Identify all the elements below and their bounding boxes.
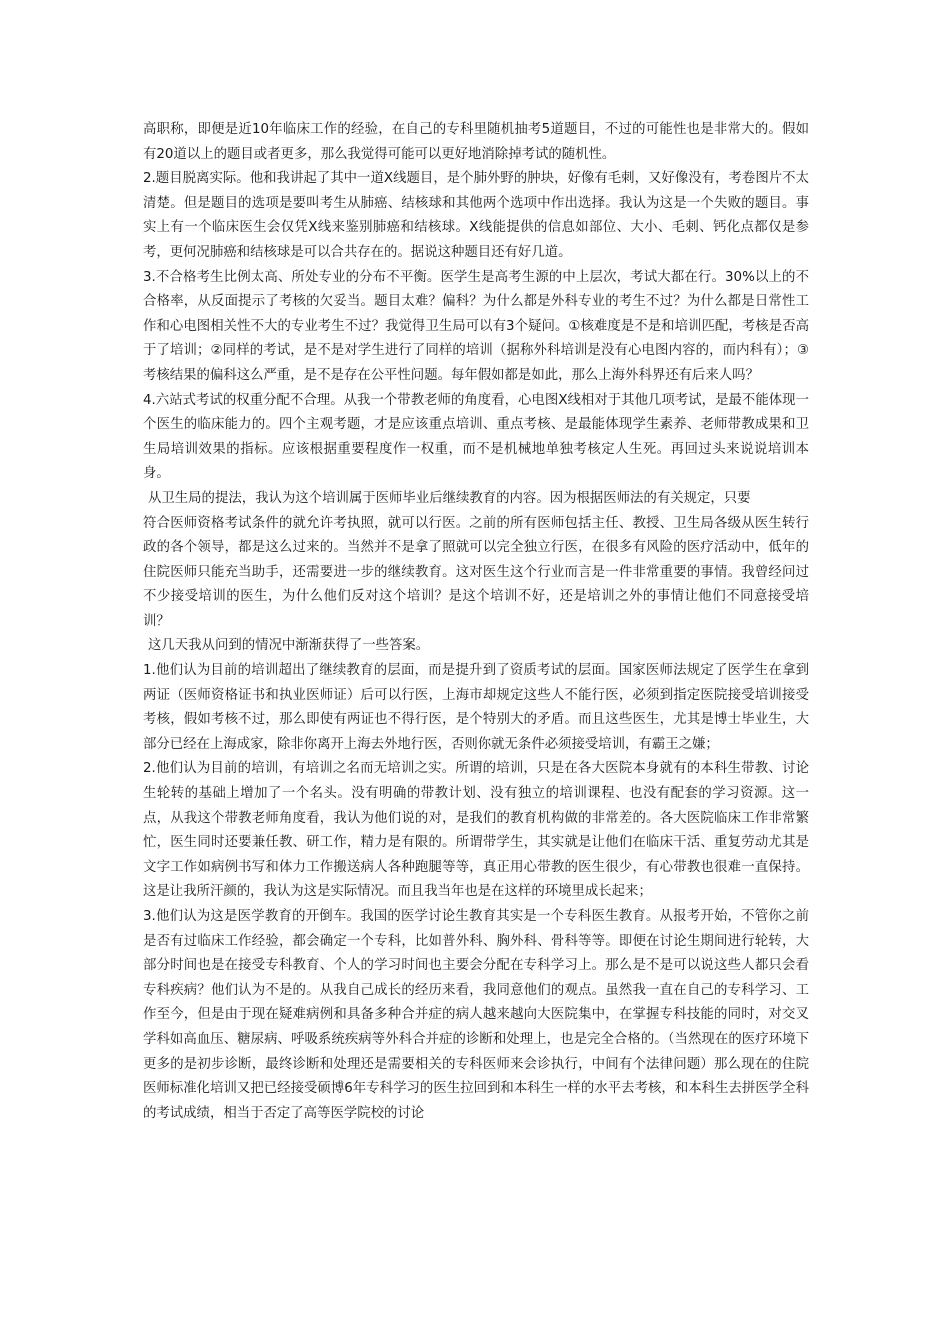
document-page (143, 118, 809, 1126)
paragraph-answers-intro: 这几天我从问到的情况中渐渐获得了一些答案。 (148, 638, 430, 654)
paragraph-reason-2: 2.他们认为目前的培训，有培训之名而无培训之实。所谓的培训，只是在各大医院本身就有的本科生带教、讨论生轮转的基础上增加了一个名头。没有明确的带教计划、没有独立的培训课程、也没有配套的学习资源。这一点，从我这个带教老师角度看，我认为他们说的对，是我们的教育机构做的非常差的。各大医院临床工作非常繁忙，医生同时还要兼任教、研工作，精力是有限的。所谓带学生，其实就是让他们在临床干活、重复劳动尤其是文字工作如病例书写和体力工作搬送病人各种跑腿等等，真正用心带教的医生很少，有心带教也很难一直保持。这是让我所汗颜的，我认为这是实际情况。而且我当年也是在这样的环境里成长起来； (143, 761, 809, 900)
paragraph-point-3-fail-rate: 3.不合格考生比例太高、所处专业的分布不平衡。医学生是高考生源的中上层次，考试大都在行。30%以上的不合格率，从反面提示了考核的欠妥当。题目太难？偏科？为什么都是外科专业的考生不过？为什么都是日常性工作和心电图相关性不大的专业考生不过？我觉得卫生局可以有3个疑问。①核难度是不是和培训匹配，考核是否高于了培训；②同样的考试，是不是对学生进行了同样的培训（据称外科培训是没有心电图内容的，而内科有）；③考核结果的偏科这么严重，是不是存在公平性问题。每年假如都是如此，那么上海外科界还有后来人吗？ (143, 269, 809, 383)
paragraph-point-4-weighting: 4.六站式考试的权重分配不合理。从我一个带教老师的角度看，心电图X线相对于其他几项考试，是最不能体现一个医生的临床能力的。四个主观考题，才是应该重点培训、重点考核、是最能体现学生素养、老师带教成果和卫生局培训效果的指标。应该根据重要程度作一权重，而不是机械地单独考核定人生死。再回过头来说说培训本身。 (143, 392, 809, 482)
paragraph-point-2-exam-relevance: 2.题目脱离实际。他和我讲起了其中一道X线题目，是个肺外野的肿块，好像有毛刺，又好像没有，考卷图片不太清楚。但是题目的选项是要叫考生从肺癌、结核球和其他两个选项中作出选择。我认为这是一个失败的题目。事实上有一个临床医生会仅凭X线来鉴别肺癌和结核球。X线能提供的信息如部位、大小、毛刺、钙化点都仅是参考，更何况肺癌和结核球是可以合共存在的。据说这种题目还有好几道。 (143, 171, 809, 260)
paragraph-health-bureau-intro: 从卫生局的提法，我认为这个培训属于医师毕业后继续教育的内容。因为根据医师法的有关规定，只要 (148, 490, 751, 506)
paragraph-continuation: 高职称，即便是近10年临床工作的经验，在自己的专科里随机抽考5道题目，不过的可能性也是非常大的。假如有20道以上的题目或者更多，那么我觉得可能可以更好地消除掉考试的随机性。 (143, 122, 809, 162)
paragraph-reason-3: 3.他们认为这是医学教育的开倒车。我国的医学讨论生教育其实是一个专科医生教育。从报考开始，不管你之前是否有过临床工作经验，都会确定一个专科，比如普外科、胸外科、骨科等等。即便在讨论生期间进行轮转，大部分时间也是在接受专科教育、个人的学习时间也主要会分配在专科学习上。那么是不是可以说这些人都只会看专科疾病？他们认为不是的。从我自己成长的经历来看，我同意他们的观点。虽然我一直在自己的专科学习、工作至今，但是由于现在疑难病例和具备多种合并症的病人越来越向大医院集中，在掌握专科技能的同时，对交叉学科如高血压、糖尿病、呼吸系统疾病等外科合并症的诊断和处理上，也是完全合格的。（当然现在的医疗环境下更多的是初步诊断，最终诊断和处理还是需要相关的专科医师来会诊执行，中间有个法律问题）那么现在的住院医师标准化培训又把已经接受硕博6年专科学习的医生拉回到和本科生一样的水平去考核，和本科生去拼医学全科的考试成绩，相当于否定了高等医学院校的讨论 (143, 909, 809, 1121)
paragraph-license-practice: 符合医师资格考试条件的就允许考执照，就可以行医。之前的所有医师包括主任、教授、卫生局各级从医生转行政的各个领导，都是这么过来的。当然并不是拿了照就可以完全独立行医，在很多有风险的医疗活动中，低年的住院医师只能充当助手，还需要进一步的继续教育。这对医生这个行业而言是一件非常重要的事情。我曾经问过不少接受培训的医生，为什么他们反对这个培训？是这个培训不好，还是培训之外的事情让他们不同意接受培训？ (143, 515, 809, 629)
paragraph-reason-1: 1.他们认为目前的培训超出了继续教育的层面，而是提升到了资质考试的层面。国家医师法规定了医学生在拿到两证（医师资格证书和执业医师证）后可以行医，上海市却规定这些人不能行医，必须到指定医院接受培训接受考核，假如考核不过，那么即使有两证也不得行医，是个特别大的矛盾。而且这些医生，尤其是博士毕业生，大部分已经在上海成家，除非你离开上海去外地行医，否则你就无条件必须接受培训，有霸王之嫌； (143, 663, 809, 752)
